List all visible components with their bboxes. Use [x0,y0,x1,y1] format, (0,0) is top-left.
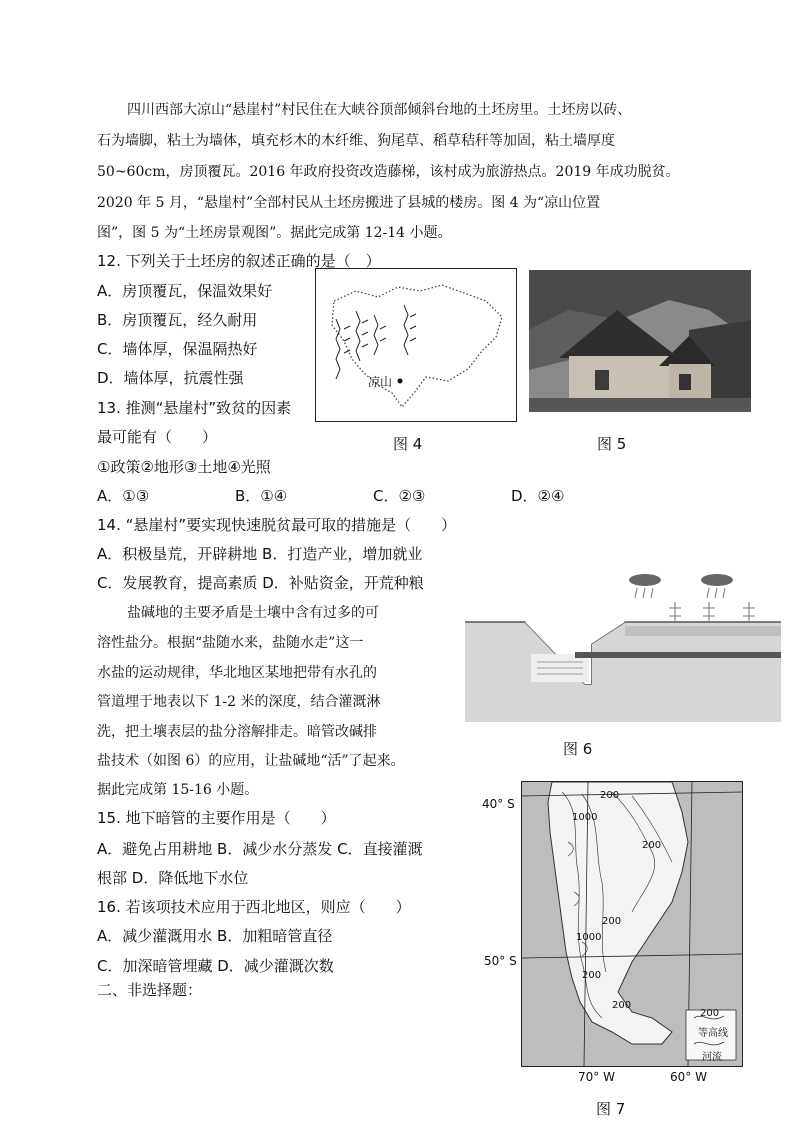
q15-stem: 15. 地下暗管的主要作用是（ ） [97,809,336,827]
q14-stem: 14. “悬崖村”要实现快速脱贫最可取的措施是（ ） [97,516,457,534]
q12-option-a: A．房顶覆瓦，保温效果好 [97,282,273,300]
q13-option-d: D．②④ [511,487,565,505]
q12-option-c: C．墙体厚，保温隔热好 [97,340,258,358]
q13-stem-2: 最可能有（ ） [97,428,218,446]
passage1-line-4: 2020 年 5 月，“悬崖村”全部村民从土坯房搬进了县城的楼房。图 4 为“凉山位置 [97,195,601,211]
q16-stem: 16. 若该项技术应用于西北地区，则应（ ） [97,898,411,916]
q16-row-2: C．加深暗管埋藏 D．减少灌溉次数 [97,957,334,975]
q13-factors: ①政策②地形③土地④光照 [97,458,271,476]
q12-option-b: B．房顶覆瓦，经久耐用 [97,311,258,329]
passage1-line-5: 图”，图 5 为“土坯房景观图”。据此完成第 12-14 小题。 [97,225,452,241]
q12-option-d: D．墙体厚，抗震性强 [97,369,244,387]
contour-label-2: 1000 [572,812,598,823]
passage2-line-7: 据此完成第 15-16 小题。 [97,782,259,798]
passage1-line-1: 四川西部大凉山“悬崖村”村民住在大峡谷顶部倾斜台地的土坯房里。土坯房以砖、 [127,102,632,118]
contour-label-5: 1000 [576,932,602,943]
figure-5-photo [529,270,751,412]
figure-6-diagram [465,572,781,722]
passage2-line-4: 管道埋于地表以下 1-2 米的深度，结合灌溉淋 [97,694,381,710]
passage2-line-6: 盐技术（如图 6）的应用，让盐碱地“活”了起来。 [97,753,405,769]
q15-row-1: A．避免占用耕地 B．减少水分蒸发 C．直接灌溉 [97,840,423,858]
lat-40s-label: 40° S [482,797,515,811]
legend-river-label: 河流 [702,1052,722,1063]
legend-contour-value: 200 [700,1008,720,1019]
q12-stem: 12. 下列关于土坯房的叙述正确的是（ ） [97,252,381,270]
figure-5-caption: 图 5 [597,435,627,453]
contour-label-7: 200 [612,1000,632,1011]
passage1-line-3: 50~60cm，房顶覆瓦。2016 年政府投资改造藤梯，该村成为旅游热点。2019 年成功脱贫。 [97,164,680,180]
section-heading-nonchoice: 二、非选择题： [97,981,203,999]
q13-option-a: A．①③ [97,487,150,505]
passage2-line-1: 盐碱地的主要矛盾是土壤中含有过多的可 [127,605,379,621]
q14-row-1: A．积极垦荒，开辟耕地 B．打造产业，增加就业 [97,545,423,563]
passage1-line-2: 石为墙脚，粘土为墙体，填充杉木的木纤维、狗尾草、稻草秸秆等加固，粘土墙厚度 [97,133,615,149]
liangshan-label: 凉山 [368,375,393,389]
figure-7-caption: 图 7 [596,1100,626,1118]
lat-50s-label: 50° S [484,954,517,968]
passage2-line-2: 溶性盐分。根据“盐随水来，盐随水走”这一 [97,635,364,651]
figure-4-map [315,268,517,422]
q15-row-2: 根部 D．降低地下水位 [97,869,249,887]
figure-7-map [521,781,743,1067]
q13-stem-1: 13. 推测“悬崖村”致贫的因素 [97,399,292,417]
q14-row-2: C．发展教育，提高素质 D．补贴资金，开荒种粮 [97,574,424,592]
q13-option-b: B．①④ [235,487,288,505]
contour-label-6: 200 [582,970,602,981]
figure-6-caption: 图 6 [563,740,593,758]
contour-label-3: 200 [642,840,662,851]
contour-label-1: 200 [600,790,620,801]
passage2-line-5: 洗，把土壤表层的盐分溶解排走。暗管改碱排 [97,724,377,740]
passage2-line-3: 水盐的运动规律，华北地区某地把带有水孔的 [97,665,377,681]
q13-option-c: C．②③ [373,487,426,505]
contour-label-4: 200 [602,916,622,927]
legend-contour-label: 等高线 [698,1028,728,1039]
figure-4-caption: 图 4 [393,435,423,453]
lon-60w-label: 60° W [670,1070,707,1084]
lon-70w-label: 70° W [578,1070,615,1084]
q16-row-1: A．减少灌溉用水 B．加粗暗管直径 [97,927,333,945]
